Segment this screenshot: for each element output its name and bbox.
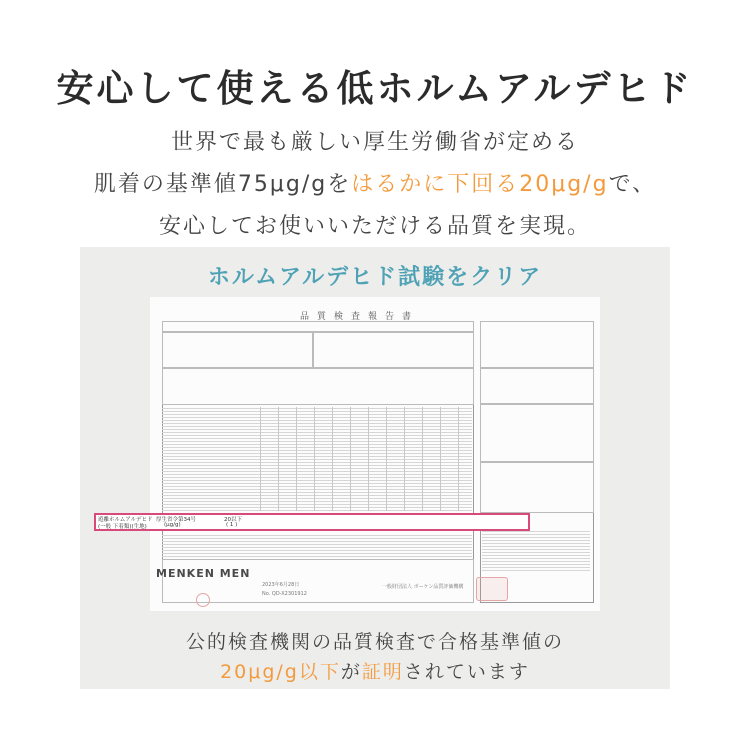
intro-line-3: 安心してお使いいただける品質を実現。 [158, 214, 591, 239]
report-cell [312, 331, 474, 369]
row-value: 20以下 [224, 517, 242, 523]
formaldehyde-result-row [94, 513, 530, 531]
test-result-panel [80, 247, 670, 689]
caption-highlight-proof: 証明 [361, 661, 404, 683]
report-side-cell [480, 367, 594, 405]
report-date: 2023年6月28日 [262, 582, 300, 588]
report-side-cell [480, 461, 594, 513]
report-side-cell [480, 403, 594, 463]
intro-line-2-part-c: で、 [608, 172, 657, 197]
report-lower-hatch [162, 533, 472, 557]
caption-highlight-value: 20μg/g以下 [220, 661, 341, 683]
row-sublabel: (一般 下着類)(生地) [98, 524, 147, 530]
intro-line-1: 世界で最も厳しい厚生労働省が定める [170, 130, 579, 155]
row-value-2: ( 1 ) [226, 522, 238, 528]
row-unit: (μg/g) [164, 522, 181, 528]
lab-stamp: MENKEN MEN [156, 567, 251, 580]
report-side-hatch [482, 531, 590, 571]
intro-line-2-part-a: 肌着の基準値75μg/gを [93, 172, 352, 197]
report-cell [162, 331, 314, 369]
report-cell [162, 367, 474, 405]
inspector-seal [196, 593, 210, 607]
row-label: 遊離ホルムアルデヒド [98, 517, 153, 523]
panel-title: ホルムアルデヒド試験をクリア [207, 265, 543, 290]
row-law: 厚生省令第34号 [156, 517, 196, 523]
caption-line-1: 公的検査機関の品質検査で合格基準値の [185, 631, 564, 653]
page-title: 安心して使える低ホルムアルデヒド [56, 67, 694, 110]
report-side-cell [480, 321, 594, 369]
report-heading: 品質検査報告書 [300, 312, 420, 322]
official-seal [476, 577, 508, 601]
report-number: No. QD-X2301912 [262, 591, 307, 597]
report-grid-lines [260, 407, 472, 511]
intro-line-2-highlight: はるかに下回る20μg/g [351, 172, 609, 197]
testing-organization: 一般財団法人 ボーケン品質評価機構 [382, 584, 464, 590]
intro-line-2 [0, 167, 750, 198]
caption-particle: が [340, 661, 362, 683]
caption-line-2 [80, 657, 670, 684]
caption-tail: されています [403, 661, 530, 683]
inspection-report-document [98, 297, 600, 611]
